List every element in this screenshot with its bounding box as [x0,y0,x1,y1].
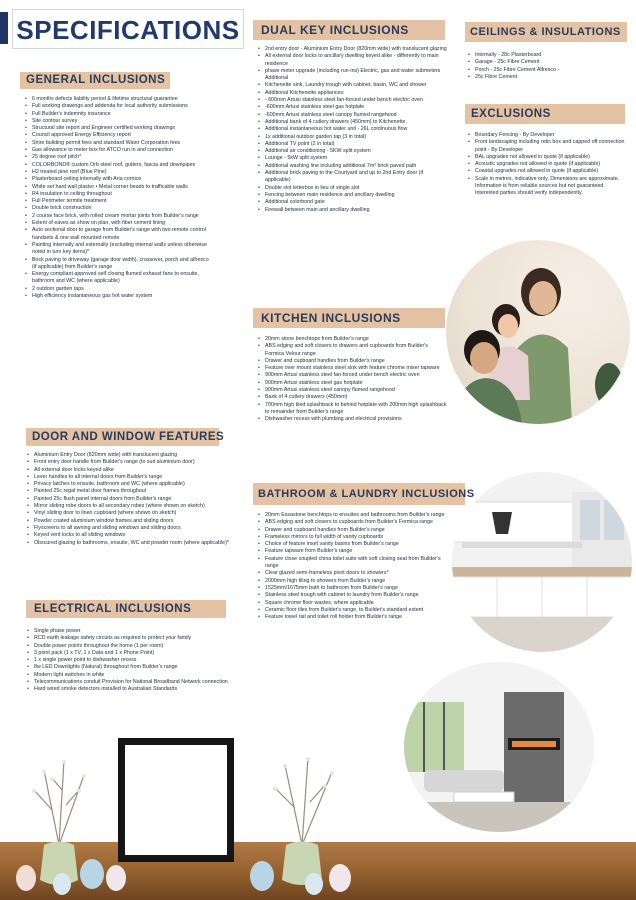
list-item: • Mirror sliding robe doors to all secondary robes (where shown on sketch) [26,503,236,510]
list-item: • High efficiency instantaneous gas hot water system [24,293,214,300]
list-item: • Front landscaping including retic box and capped off connection point - By Developer [467,139,627,154]
bathroom-heading: BATHROOM & LAUNDRY INCLUSIONS [253,483,465,505]
kitchen-list [257,336,447,424]
list-item: • Additional air conditioning - 5KW split system [257,148,447,155]
list-item: • Double power points throughout the home (1 per room) [26,643,236,650]
list-item: • Firewall between main and ancillary dwelling [257,207,447,214]
list-item: • Flyscreens to all awning and sliding windows and sliding doors [26,525,236,532]
list-item: • 1x additional outdoor garden tap (3 in total) [257,134,447,141]
list-item: • Drawer and cupboard handles from Builder's range [257,358,447,365]
list-item: • 900mm Artusi stainless steel fan-forced under bench electric oven [257,372,447,379]
list-item: • Additional washing line including additional 7m² brick paved path [257,163,447,170]
list-item: • 1 x single power point to dishwasher recess [26,657,236,664]
living-room-photo [404,662,594,832]
kitchen-illustration [452,472,632,652]
list-item: • Fencing between main residence and ancillary dwelling [257,192,447,199]
list-item: • -600mm Artusi stainless steel gas hotplate [257,104,447,111]
list-item: • 700mm high tiled splashback to behind hotplate with 200mm high splashback to remainder from Builder's range [257,402,447,417]
list-item: • Lever handles to all internal doors from Builder's range [26,474,236,481]
list-item: • Lounge - 5kW split system [257,155,447,162]
title-box [12,9,244,49]
list-item: • Modern light switches in white [26,672,236,679]
list-item: • Stainless steel trough with cabinet to laundry from Builder's range [257,592,449,599]
list-item: • Porch - 25c Fibre Cement Alfresco - [467,67,627,74]
list-item: • Double slot letterbox in lieu of single slot [257,185,447,192]
list-item: • 2nd entry door - Aluminium Entry Door (820mm wide) with translucent glazing [257,46,447,53]
list-item: • Feature close coupled china toilet suite with soft closing seat from Builder's range [257,556,449,571]
list-item: • Additional colorbond gate [257,199,447,206]
list-item: • Painted 25c regal metal door frames throughout [26,488,236,495]
list-item: • Site contour survey [24,118,214,125]
list-item: • Additional bank of 4 cutlery drawers (450mm) to Kitchenette [257,119,447,126]
list-item: • 6 months defects liability period & lifetime structural guarantee [24,96,214,103]
list-item: • Scale in metres, indicative only. Dimensions are approximate. Information is from reliable sources but not guaranteed. Interested parties should verify independently. [467,176,627,198]
electrical-list [26,628,236,694]
list-item: • Telecommunications conduit Provision for National Broadband Network connection [26,679,236,686]
list-item: • Brick paving to driveway (garage door width), crossover, porch and alfresco (if applicable) from Builder's range [24,257,214,272]
list-item: • Additional instantaneous hot water unit - 26L continuous flow [257,126,447,133]
list-item: • Painted 25c flush panel internal doors from Builder's range [26,496,236,503]
door-window-list [26,452,236,547]
list-item: • Gas allowance to meter box for ATCO run in and connection [24,147,214,154]
list-item: • Coastal upgrades not allowed in quote (if applicable) [467,168,627,175]
list-item: • Structural site report and Engineer certified working drawings [24,125,214,132]
list-item: • BAL upgrades not allowed in quote (if applicable) [467,154,627,161]
list-item: • Energy compliant approved self closing flumed exhaust fans to ensuite, bathroom and WC (where applicable) [24,271,214,286]
list-item: • Vinyl sliding door to linen cupboard (where shown on sketch) [26,510,236,517]
bathroom-list [257,512,449,621]
general-list [24,96,214,300]
general-heading: GENERAL INCLUSIONS [20,72,170,89]
list-item: • Feature over mount stainless steel sink with feature chrome mixer tapware [257,365,447,372]
list-item: • Front entry door handle from Builder's range (to suit aluminium door) [26,459,236,466]
list-item: • Keyed vent locks to all sliding windows [26,532,236,539]
list-item: • Powder coated aluminium window frames and sliding doors [26,518,236,525]
list-item: • Aluminium Entry Door (820mm wide) with translucent glazing [26,452,236,459]
list-item: • Full Perimeter termite treatment [24,198,214,205]
list-item: • 20mm stone benchtops from Builder's range [257,336,447,343]
list-item: • 2000mm high tiling to showers from Builder's range [257,578,449,585]
list-item: • Privacy latches to ensuite, bathroom and WC (where applicable) [26,481,236,488]
list-item: • 25 degree roof pitch* [24,154,214,161]
list-item: • Dishwasher recess with plumbing and electrical provisions [257,416,447,423]
electrical-heading: ELECTRICAL INCLUSIONS [26,600,226,618]
list-item: • H2 treated pine roof (Blue Pine) [24,169,214,176]
list-item: • Kitchenette sink, Laundry trough with cabinet, basin, WC and shower [257,82,447,89]
list-item: • COLORBOND® custom Orb steel roof, gutters, fascia and downpipes [24,162,214,169]
list-item: • Boundary Fencing - By Developer [467,132,627,139]
list-item: • Clear glazed semi-frameless pivot doors to showers* [257,570,449,577]
list-item: • Drawer and cupboard handles from Builder's range [257,527,449,534]
list-item: • ABS edging and soft closers to cupboards from Builder's Formica range [257,519,449,526]
kitchen-photo [452,472,632,652]
list-item: • Additional Kitchenette appliances: [257,90,447,97]
ceilings-list [467,52,627,81]
list-item: • Ceramic floor tiles from Builder's range, to Builder's standard extent [257,607,449,614]
list-item: • All external door locks to ancillary dwelling keyed alike - differently to main residence [257,53,447,68]
list-item: • Additional TV point (2 in total) [257,141,447,148]
list-item: • 900mm Artusi stainless steel canopy flumed rangehood [257,387,447,394]
list-item: • Internally - 28c Plasterboard [467,52,627,59]
list-item: • Feature towel rail and toilet roll holder from Builder's range [257,614,449,621]
list-item: • 3 point pack (1 x TV, 1 x Data and 1 x Phone Point) [26,650,236,657]
easter-decor-right [240,750,380,900]
list-item: • 2 course face brick, with rolled cream mortar joints from Builder's range [24,213,214,220]
list-item: • Full working drawings and addenda for local authority submissions [24,103,214,110]
list-item: • Garage - 25c Fibre Cement [467,59,627,66]
list-item: • Frameless mirrors to full width of vanity cupboards [257,534,449,541]
dual-key-heading: DUAL KEY INCLUSIONS [253,20,445,40]
page-title: SPECIFICATIONS [16,15,240,45]
list-item: • Shire building permit fees and standard Water Corporation fees [24,140,214,147]
list-item: • Bank of 4 cutlery drawers (450mm) [257,394,447,401]
list-item: • R4 insulation to ceiling throughout [24,191,214,198]
list-item: • Square chrome floor wastes, where applicable [257,600,449,607]
list-item: • Additional brick paving to the Courtyard and up to 2nd Entry door (if applicable) [257,170,447,185]
list-item: • White set hard wall plaster • Metal corner beads to trafficable walls [24,184,214,191]
dual-key-list [257,46,447,214]
list-item: • Extent of eaves as show on plan, with fiber cement lining [24,220,214,227]
list-item: • Council approved Energy Efficiency report [24,132,214,139]
ceilings-heading: CEILINGS & INSULATIONS [465,22,627,42]
list-item: • 2 outdoor garden taps [24,286,214,293]
list-item: • Double brick construction [24,205,214,212]
living-illustration [404,662,594,832]
list-item: • Auto sectional door to garage from Builder's range with two remote control handsets & one wall mounted remote [24,227,214,242]
list-item: • Full Builder's indemnity insurance [24,111,214,118]
family-photo [446,240,630,424]
door-window-heading: DOOR AND WINDOW FEATURES [26,428,219,446]
list-item: • Choice of feature inset vanity basins from Builder's range [257,541,449,548]
list-item: • Single phase power [26,628,236,635]
list-item: • -600mm Artusi stainless steel canopy flumed rangehood [257,112,447,119]
list-item: • phase meter upgrade (including run-ins) Electric, gas and water submeters Additional [257,68,447,83]
list-item: • All external door locks keyed alike [26,467,236,474]
list-item: • - 600mm Artusi stainless steel fan-forced under bench electric oven [257,97,447,104]
list-item: • 25c Fibre Cement [467,74,627,81]
list-item: • Feature tapware from Builder's range [257,548,449,555]
list-item: • Acoustic upgrades not allowed in quote (if applicable) [467,161,627,168]
exclusions-list [467,132,627,198]
list-item: • 20mm Essastone benchtops to ensuites and bathrooms from Builder's range [257,512,449,519]
exclusions-heading: EXCLUSIONS [465,104,625,124]
list-item: • 8w LED Downlights (Natural) throughout from Builder's range [26,664,236,671]
list-item: • Obscured glazing to bathrooms, ensuite, WC and powder room (where applicable)* [26,540,236,547]
list-item: • Painting internally and externally (excluding internal walls unless otherwise noted in turn key items)* [24,242,214,257]
family-illustration [446,240,630,424]
list-item: • 900mm Artusi stainless steel gas hotplate [257,380,447,387]
title-stripe-dark [0,12,8,44]
list-item: • Hard wired smoke detectors installed to Australian Standards [26,686,236,693]
list-item: • RCD earth leakage safety circuits as required to protect your family [26,635,236,642]
easter-decor-left [4,750,144,900]
list-item: • Plasterboard ceiling internally with Aria cornice [24,176,214,183]
list-item: • 1525mm/1675mm bath to bathroom from Builder's range [257,585,449,592]
list-item: • ABS edging and soft closers to drawers and cupboards from Builder's Formica Velour range [257,343,447,358]
kitchen-heading: KITCHEN INCLUSIONS [253,308,445,328]
